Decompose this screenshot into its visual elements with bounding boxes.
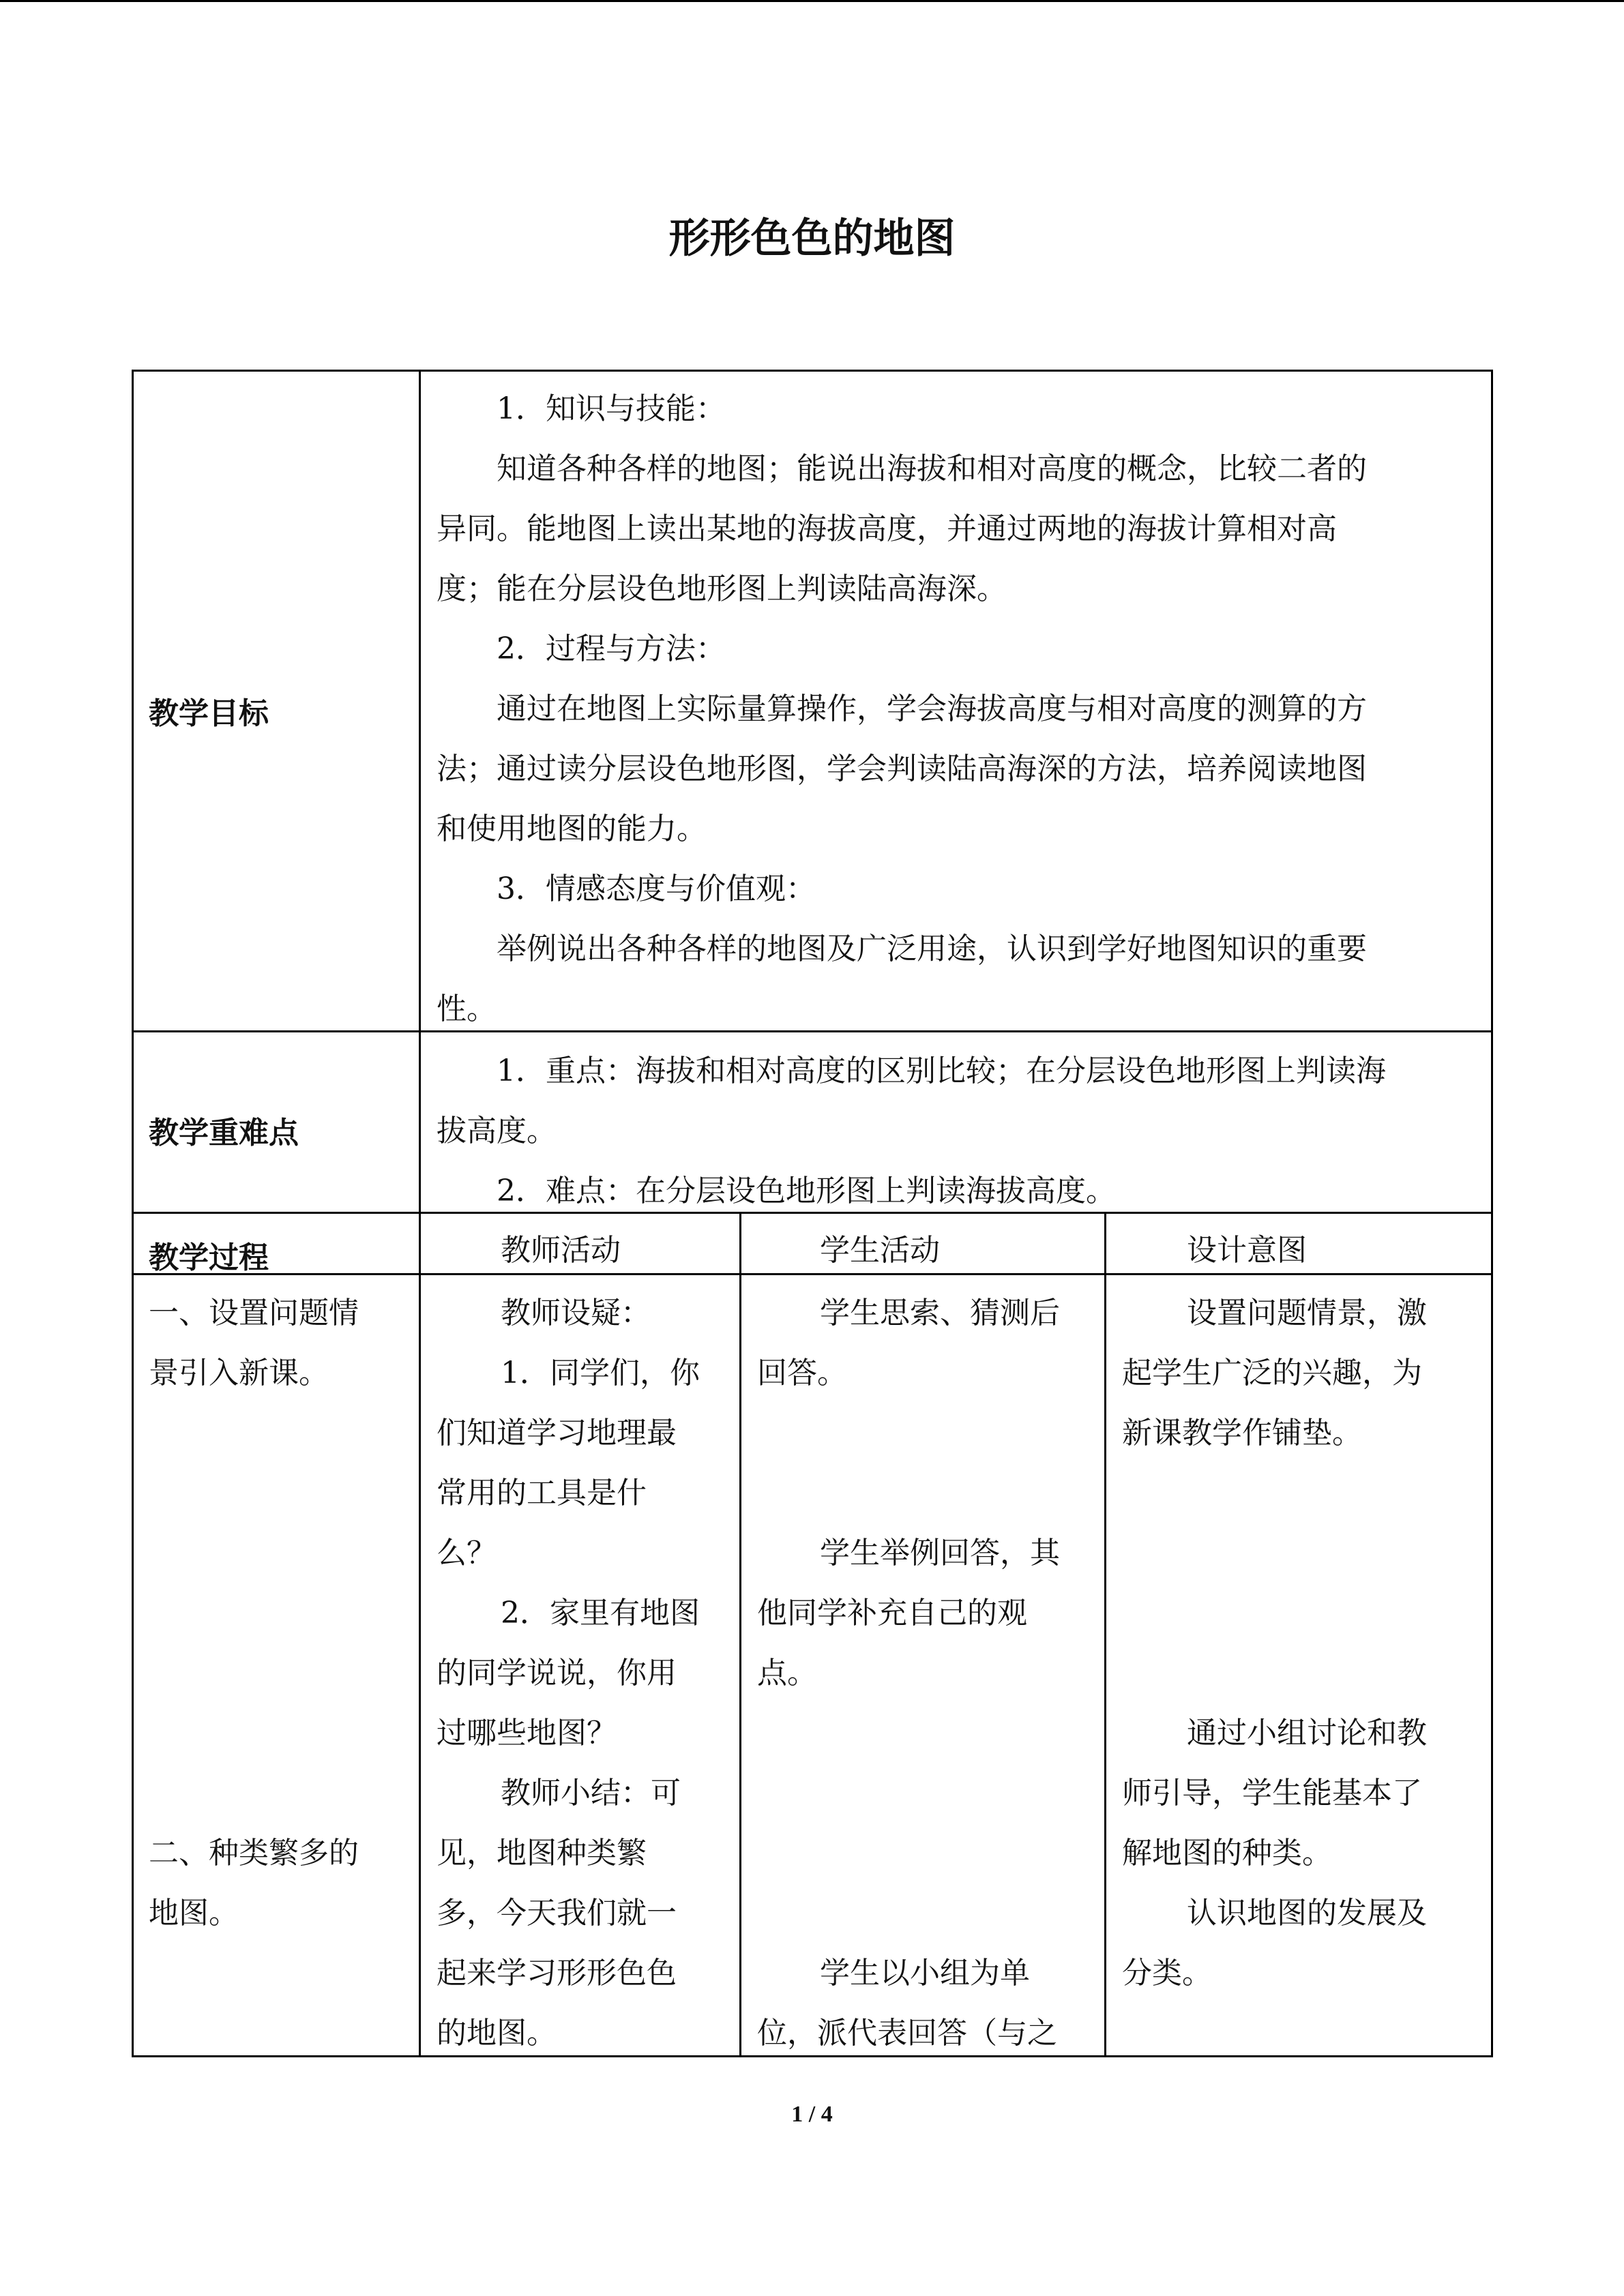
goals-line: 通过在地图上实际量算操作，学会海拔高度与相对高度的测算的方 bbox=[497, 691, 1367, 726]
key-points-label: 教学重难点 bbox=[149, 1116, 299, 1150]
student-line: 回答。 bbox=[757, 1356, 847, 1390]
goals-line: 2．过程与方法： bbox=[497, 631, 726, 666]
student-line: 他同学补充自己的观 bbox=[757, 1596, 1027, 1630]
teacher-line: 2．家里有地图 bbox=[501, 1596, 700, 1630]
goals-line: 法；通过读分层设色地形图，学会判读陆高海深的方法，培养阅读地图 bbox=[437, 751, 1367, 786]
page-number: 1 / 4 bbox=[791, 2102, 833, 2127]
goals-line: 和使用地图的能力。 bbox=[437, 811, 707, 846]
intent-line: 师引导，学生能基本了 bbox=[1122, 1776, 1422, 1810]
teacher-line: 起来学习形形色色 bbox=[437, 1956, 677, 1991]
teacher-line: 多，今天我们就一 bbox=[437, 1896, 677, 1930]
top-border-line bbox=[0, 0, 1624, 2]
intent-line: 起学生广泛的兴趣，为 bbox=[1122, 1356, 1422, 1390]
header-teacher-activity: 教师活动 bbox=[501, 1233, 621, 1268]
teacher-line: 常用的工具是什 bbox=[437, 1476, 647, 1510]
document-title: 形形色色的地图 bbox=[668, 215, 956, 263]
student-line: 点。 bbox=[757, 1656, 817, 1690]
teacher-line: 么？ bbox=[437, 1536, 497, 1570]
key-points-content bbox=[437, 1041, 1490, 1221]
teacher-line: 见，地图种类繁 bbox=[437, 1836, 647, 1870]
goals-line: 知道各种各样的地图；能说出海拔和相对高度的概念，比较二者的 bbox=[497, 451, 1367, 486]
section-line: 二、种类繁多的 bbox=[149, 1836, 359, 1870]
goals-line: 举例说出各种各样的地图及广泛用途，认识到学好地图知识的重要 bbox=[497, 931, 1367, 966]
key-points-line: 1．重点：海拔和相对高度的区别比较；在分层设色地形图上判读海 bbox=[497, 1054, 1386, 1088]
intent-line: 新课教学作铺垫。 bbox=[1122, 1416, 1362, 1450]
teacher-line: 们知道学习地理最 bbox=[437, 1416, 677, 1450]
header-student-activity: 学生活动 bbox=[820, 1233, 940, 1268]
goals-line: 3．情感态度与价值观： bbox=[497, 871, 816, 906]
goals-line: 度；能在分层设色地形图上判读陆高海深。 bbox=[437, 571, 1007, 606]
intent-line: 通过小组讨论和教 bbox=[1187, 1716, 1427, 1750]
teacher-line: 的地图。 bbox=[437, 2016, 557, 2051]
student-line: 学生思索、猜测后 bbox=[820, 1296, 1060, 1330]
teacher-line: 教师设疑： bbox=[501, 1296, 651, 1330]
teacher-line: 的同学说说，你用 bbox=[437, 1656, 677, 1690]
section-line: 地图。 bbox=[149, 1896, 239, 1930]
intent-line: 解地图的种类。 bbox=[1122, 1836, 1332, 1870]
process-label: 教学过程 bbox=[149, 1240, 269, 1275]
goals-line: 性。 bbox=[437, 992, 497, 1026]
section-line: 一、设置问题情 bbox=[149, 1296, 359, 1330]
goals-content bbox=[437, 379, 1490, 1039]
goals-line: 异同。能地图上读出某地的海拔高度，并通过两地的海拔计算相对高 bbox=[437, 511, 1337, 546]
key-points-line: 2．难点：在分层设色地形图上判读海拔高度。 bbox=[497, 1174, 1116, 1208]
section-line: 景引入新课。 bbox=[149, 1356, 329, 1390]
goals-label: 教学目标 bbox=[149, 696, 269, 731]
teacher-line: 1．同学们，你 bbox=[501, 1356, 700, 1390]
teacher-line: 教师小结：可 bbox=[501, 1776, 681, 1810]
intent-line: 分类。 bbox=[1122, 1956, 1212, 1991]
student-line: 位，派代表回答（与之 bbox=[757, 2016, 1057, 2051]
key-points-line: 拔高度。 bbox=[437, 1114, 557, 1148]
intent-line: 认识地图的发展及 bbox=[1187, 1896, 1427, 1930]
student-line: 学生举例回答，其 bbox=[820, 1536, 1060, 1570]
student-line: 学生以小组为单 bbox=[820, 1956, 1030, 1991]
goals-line: 1．知识与技能： bbox=[497, 391, 726, 426]
teacher-line: 过哪些地图？ bbox=[437, 1716, 617, 1750]
header-design-intent: 设计意图 bbox=[1187, 1233, 1307, 1268]
intent-line: 设置问题情景，激 bbox=[1187, 1296, 1427, 1330]
